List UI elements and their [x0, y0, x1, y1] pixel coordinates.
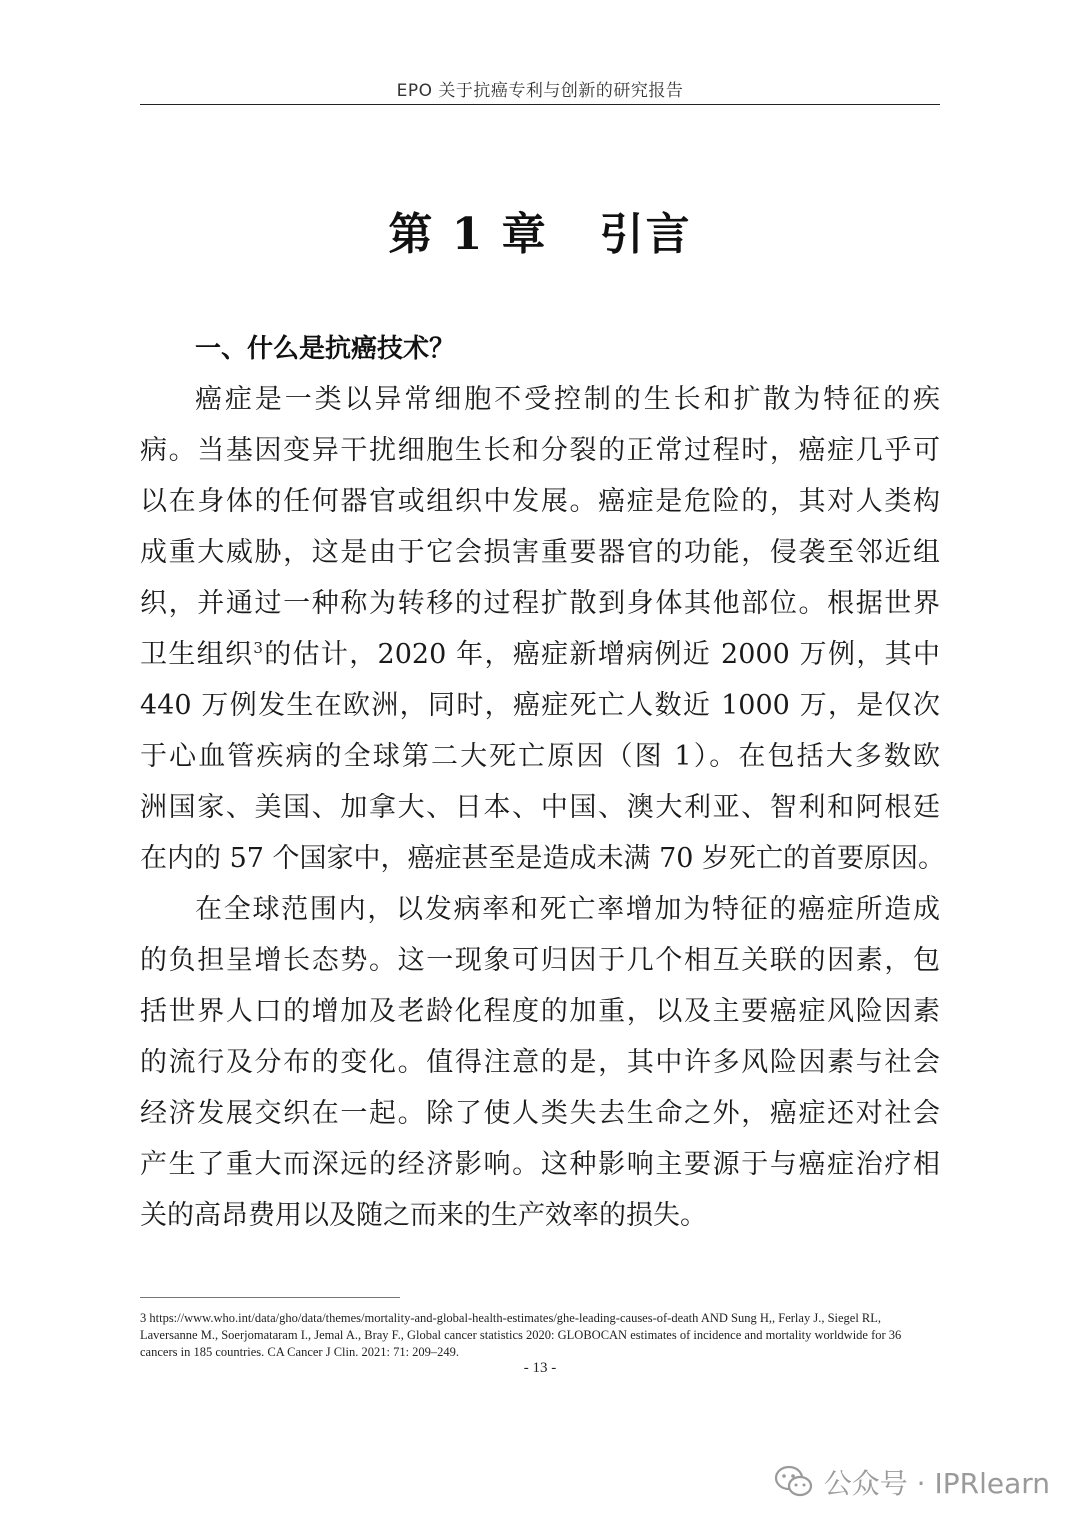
paragraph-line: 440 万例发生在欧洲，同时，癌症死亡人数近 1000 万，是仅次	[140, 690, 940, 721]
chapter-title: 第 1 章 引言	[388, 209, 692, 260]
footnote-rule	[140, 1297, 400, 1298]
footnote: 3 https://www.who.int/data/gho/data/themes/mortality-and-global-health-estimates/ghe-leading-causes-of-death AND Sung H,, Ferlay J., Siegel RL, Laversanne M., Soerjomataram I., Jemal A., Bray F., Global cancer statistics 2020: GLOBOCAN estimates of incidence and mortality worldwide for 36 cancers in 185 countries. CA Cancer J Clin. 2021: 71: 209–249.	[140, 1311, 902, 1359]
running-header: EPO 关于抗癌专利与创新的研究报告	[396, 81, 684, 101]
paragraph-line: 在全球范围内，以发病率和死亡率增加为特征的癌症所造成	[195, 894, 940, 925]
watermark	[774, 1462, 1050, 1502]
paragraph-line: 于心血管疾病的全球第二大死亡原因（图 1）。在包括大多数欧	[140, 741, 940, 772]
wechat-icon	[774, 1465, 814, 1499]
watermark-text: 公众号 · IPRlearn	[823, 1467, 1050, 1500]
paragraph-2	[140, 884, 940, 1241]
text-run: 卫生组织	[140, 639, 254, 670]
paragraph-1	[140, 374, 946, 884]
paragraph-line: 织，并通过一种称为转移的过程扩散到身体其他部位。根据世界	[140, 588, 940, 619]
paragraph-line: 病。当基因变异干扰细胞生长和分裂的正常过程时，癌症几乎可	[140, 435, 940, 466]
paragraph-line: 成重大威胁，这是由于它会损害重要器官的功能，侵袭至邻近组	[140, 537, 940, 568]
paragraph-line: 洲国家、美国、加拿大、日本、中国、澳大利亚、智利和阿根廷	[140, 792, 940, 823]
paragraph-line-with-footnote	[140, 629, 940, 680]
section-heading: 一、什么是抗癌技术？	[195, 334, 456, 364]
paragraph-line: 经济发展交织在一起。除了使人类失去生命之外，癌症还对社会	[140, 1098, 940, 1129]
paragraph-line: 产生了重大而深远的经济影响。这种影响主要源于与癌症治疗相	[140, 1149, 940, 1180]
paragraph-line: 在内的 57 个国家中，癌症甚至是造成未满 70 岁死亡的首要原因。	[140, 843, 946, 874]
page-number: - 13 -	[523, 1360, 557, 1376]
paragraph-line: 的流行及分布的变化。值得注意的是，其中许多风险因素与社会	[140, 1047, 940, 1078]
paragraph-line: 以在身体的任何器官或组织中发展。癌症是危险的，其对人类构	[140, 486, 940, 517]
text-run: 的估计，2020 年，癌症新增病例近 2000 万例，其中	[262, 639, 940, 670]
footnote-ref[interactable]: 3	[253, 639, 263, 657]
paragraph-line: 括世界人口的增加及老龄化程度的加重，以及主要癌症风险因素	[140, 996, 940, 1027]
paragraph-line: 关的高昂费用以及随之而来的生产效率的损失。	[140, 1200, 707, 1231]
paragraph-line: 的负担呈增长态势。这一现象可归因于几个相互关联的因素，包	[140, 945, 940, 976]
paragraph-line: 癌症是一类以异常细胞不受控制的生长和扩散为特征的疾	[195, 384, 940, 415]
header-rule	[140, 104, 940, 105]
